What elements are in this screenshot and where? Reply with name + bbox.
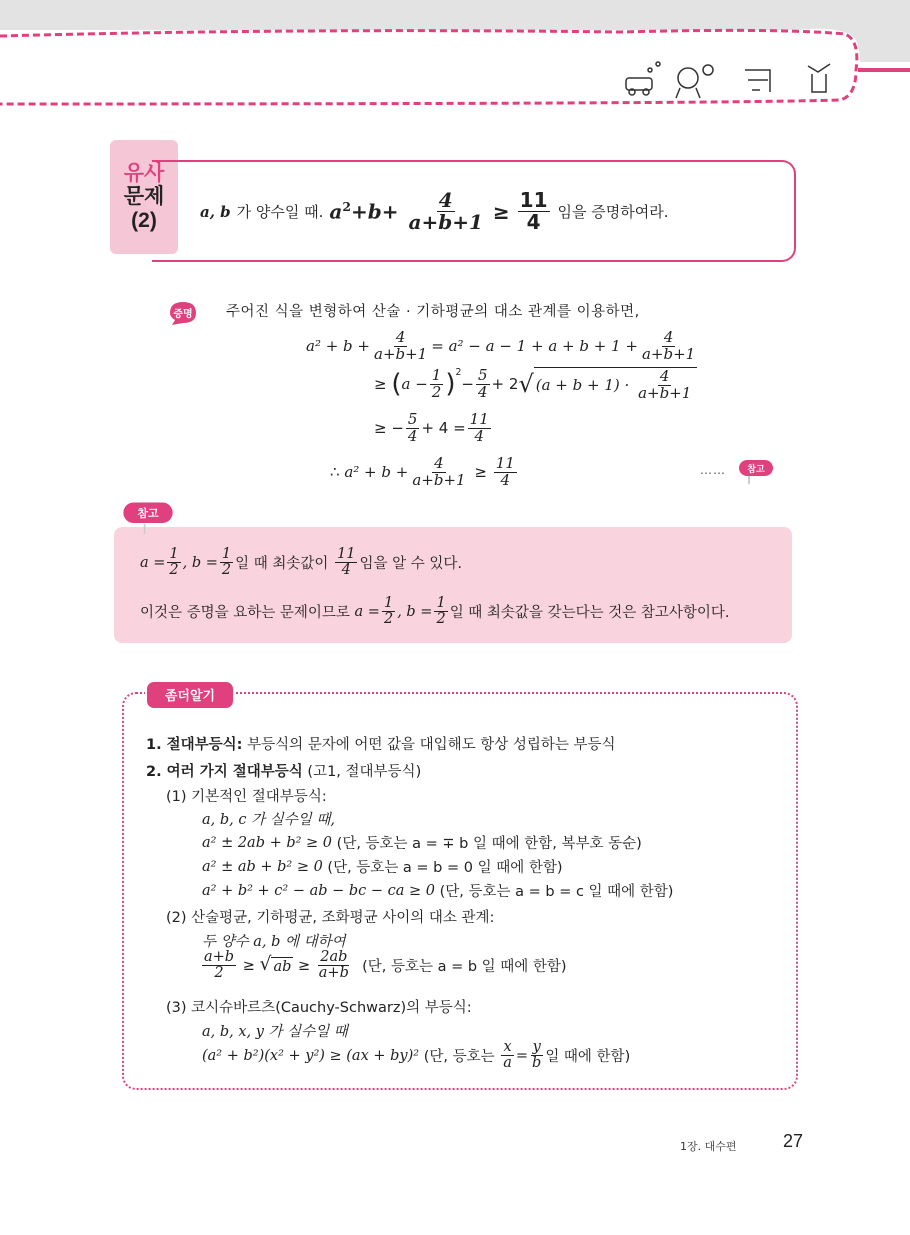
more-sub-2-line-1: 두 양수 a, b 에 대하여 — [202, 934, 346, 950]
dots-leader: …… — [700, 463, 726, 477]
proof-line-1: a² + b + $\frac{4}{a+b+1}$ = a² − a − 1 + a + b + 1 + $\frac{4}{a+b+1}$ — [306, 328, 696, 363]
proof-badge-icon — [166, 300, 200, 326]
problem-expr: $a^2+b+$ — [329, 199, 399, 224]
problem-ge: ≥ — [492, 199, 510, 224]
proof-badge-label: 증명 — [173, 309, 193, 320]
more-item-2: 2. 여러 가지 절대부등식 (고1, 절대부등식) — [146, 764, 422, 780]
more-sub-3-head: (3) 코시슈바르츠(Cauchy-Schwarz)의 부등식: — [166, 1000, 472, 1016]
more-sub-1-head: (1) 기본적인 절대부등식: — [166, 789, 327, 805]
proof-line-2: ≥ ( a − $\frac{1}{2}$ ) 2 − $\frac{5}{4}$ + 2 √ (a + b + 1) · $\frac{4}{a+b+1}$ — [374, 367, 697, 402]
problem-instruction: 임을 증명하여라. — [557, 203, 669, 221]
note-badge-icon — [114, 500, 182, 534]
proof-conclusion: ∴ a² + b + $\frac{4}{a+b+1}$ ≥ $\frac{11}{4}$ — [330, 454, 515, 489]
footer-chapter: 1장. 대수편 — [680, 1140, 737, 1153]
reference-badge-icon — [737, 458, 775, 484]
more-sub-1-line-4: a² + b² + c² − ab − bc − ca ≥ 0 (단, 등호는 a = b = c 일 때에 한함) — [202, 882, 674, 900]
note-line-1: a = $\frac{1}{2}$ , b = $\frac{1}{2}$ 일 때 최솟값이 $\frac{11}{4}$ 임을 알 수 있다. — [140, 546, 462, 579]
more-to-know-badge-icon — [143, 677, 237, 713]
problem-fraction: $\frac{4}{a+b+1}$ — [408, 188, 483, 234]
more-sub-3-line-2: (a² + b²)(x² + y²) ≥ (ax + by)² (단, 등호는 $\frac{x}{a}$ = $\frac{y}{b}$ 일 때에 한함) — [202, 1039, 631, 1072]
more-sub-1-line-3: a² ± ab + b² ≥ 0 (단, 등호는 a = b = 0 일 때에 한함) — [202, 858, 563, 876]
page-number: 27 — [783, 1131, 804, 1151]
note-badge-label: 참고 — [137, 507, 159, 520]
tag-line-1: 유사 — [123, 161, 165, 185]
problem-statement — [200, 190, 668, 233]
problem-condition: 가 양수일 때. — [236, 203, 324, 221]
more-sub-3-line-1: a, b, x, y 가 실수일 때 — [202, 1024, 348, 1040]
reference-badge-label: 참고 — [747, 465, 765, 475]
more-sub-1-line-1: a, b, c 가 실수일 때, — [202, 812, 335, 828]
more-sub-1-line-2: a² ± 2ab + b² ≥ 0 (단, 등호는 a = ∓ b 일 때에 한함, 복부호 동순) — [202, 834, 642, 852]
problem-rhs: $\frac{11}{4}$ — [519, 188, 548, 234]
tag-line-3: (2) — [131, 208, 157, 232]
proof-intro: 주어진 식을 변형하여 산술 · 기하평균의 대소 관계를 이용하면, — [226, 304, 640, 320]
more-sub-2-line-2: $\frac{a+b}{2}$ ≥ √ ab ≥ $\frac{2ab}{a+b}$ (단, 등호는 a = b 일 때에 한함) — [204, 949, 567, 982]
more-item-1: 1. 절대부등식: 부등식의 문자에 어떤 값을 대입해도 항상 성립하는 부등식 — [146, 737, 616, 753]
header-decoration — [0, 0, 910, 110]
proof-line-3: ≥ − $\frac{5}{4}$ + 4 = $\frac{11}{4}$ — [374, 410, 489, 445]
problem-vars: a, b — [200, 202, 231, 221]
note-line-2: 이것은 증명을 요하는 문제이므로 a = $\frac{1}{2}$ , b = $\frac{1}{2}$ 일 때 최솟값을 갖는다는 것은 참고사항이다. — [140, 595, 730, 628]
more-badge-label: 좀더알기 — [164, 689, 216, 704]
more-sub-2-head: (2) 산술평균, 기하평균, 조화평균 사이의 대소 관계: — [166, 910, 495, 926]
tag-line-2: 문제 — [123, 185, 165, 209]
